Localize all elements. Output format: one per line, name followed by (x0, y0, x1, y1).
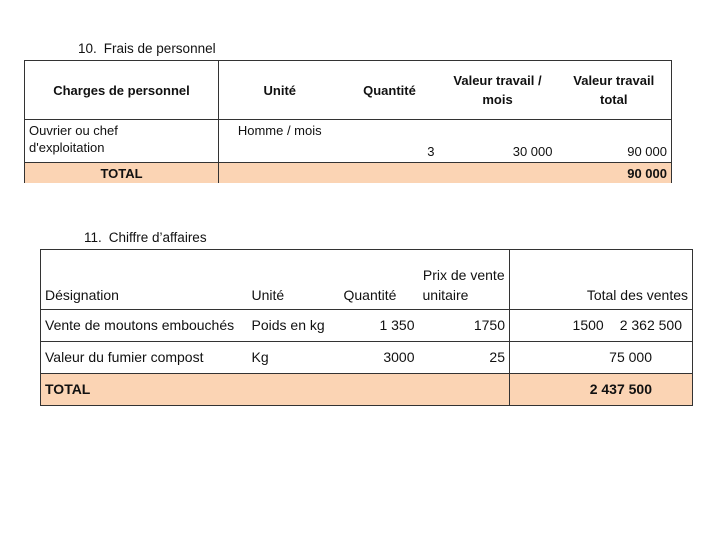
total-empty-cell (439, 163, 557, 184)
row-unit: Poids en kg (248, 310, 340, 342)
table-row (41, 342, 693, 374)
row-quantity: 3 (427, 144, 435, 159)
personnel-costs-table (24, 60, 672, 183)
row-label-line1: Ouvrier ou chef (29, 123, 118, 138)
table-header-row (41, 250, 693, 310)
row-quantity: 1 350 (340, 310, 419, 342)
section-11-title (84, 230, 207, 245)
section-10-number: 10. (78, 41, 97, 56)
row-price: 1750 (419, 310, 510, 342)
row-unit: Kg (248, 342, 340, 374)
row-label-cell (25, 120, 219, 163)
row-total-cell (510, 310, 693, 342)
header-unite: Unité (251, 287, 285, 303)
total-empty-cell (341, 163, 439, 184)
header-prix (419, 250, 510, 310)
row-extra-value: 1500 (572, 317, 604, 333)
row-quantity: 3000 (340, 342, 419, 374)
row-price: 25 (419, 342, 510, 374)
row-total-cell (510, 342, 693, 374)
header-charges: Charges de personnel (25, 61, 219, 120)
header-quantite: Quantité (341, 61, 439, 120)
row-unit: Homme / mois (219, 120, 341, 163)
row-designation: Valeur du fumier compost (41, 342, 248, 374)
section-10-label: Frais de personnel (103, 41, 216, 56)
revenue-table (40, 249, 693, 406)
header-unite: Unité (219, 61, 341, 120)
total-value: 2 437 500 (589, 381, 652, 397)
header-prix-line1: Prix de vente (422, 267, 505, 283)
row-designation: Vente de moutons embouchés (41, 310, 248, 342)
row-total: 2 362 500 (619, 317, 682, 333)
section-11-number: 11. (84, 230, 102, 245)
table-row (25, 120, 672, 163)
total-value: 90 000 (557, 163, 672, 184)
header-total-ventes: Total des ventes (510, 250, 693, 310)
total-empty-cell (219, 163, 341, 184)
table-row (41, 310, 693, 342)
header-designation: Désignation (41, 250, 248, 310)
row-label-line2: d'exploitation (29, 140, 105, 155)
row-total: 75 000 (609, 349, 652, 365)
section-10-title (78, 41, 216, 56)
total-row (41, 374, 693, 406)
section-11-label: Chiffre d’affaires (108, 230, 207, 245)
total-empty-cell (340, 374, 419, 406)
total-label: TOTAL (25, 163, 219, 184)
total-value-cell (510, 374, 693, 406)
header-quantite: Quantité (343, 287, 397, 303)
table-header-row (25, 61, 672, 120)
row-total-value: 90 000 (557, 120, 672, 163)
header-valeur-total: Valeur travail total (557, 61, 672, 120)
row-monthly-value: 30 000 (512, 144, 553, 159)
total-empty-cell (248, 374, 340, 406)
total-row (25, 163, 672, 184)
header-prix-line2: unitaire (422, 287, 469, 303)
total-empty-cell (419, 374, 510, 406)
total-label: TOTAL (41, 374, 248, 406)
header-valeur-mois: Valeur travail / mois (439, 61, 557, 120)
